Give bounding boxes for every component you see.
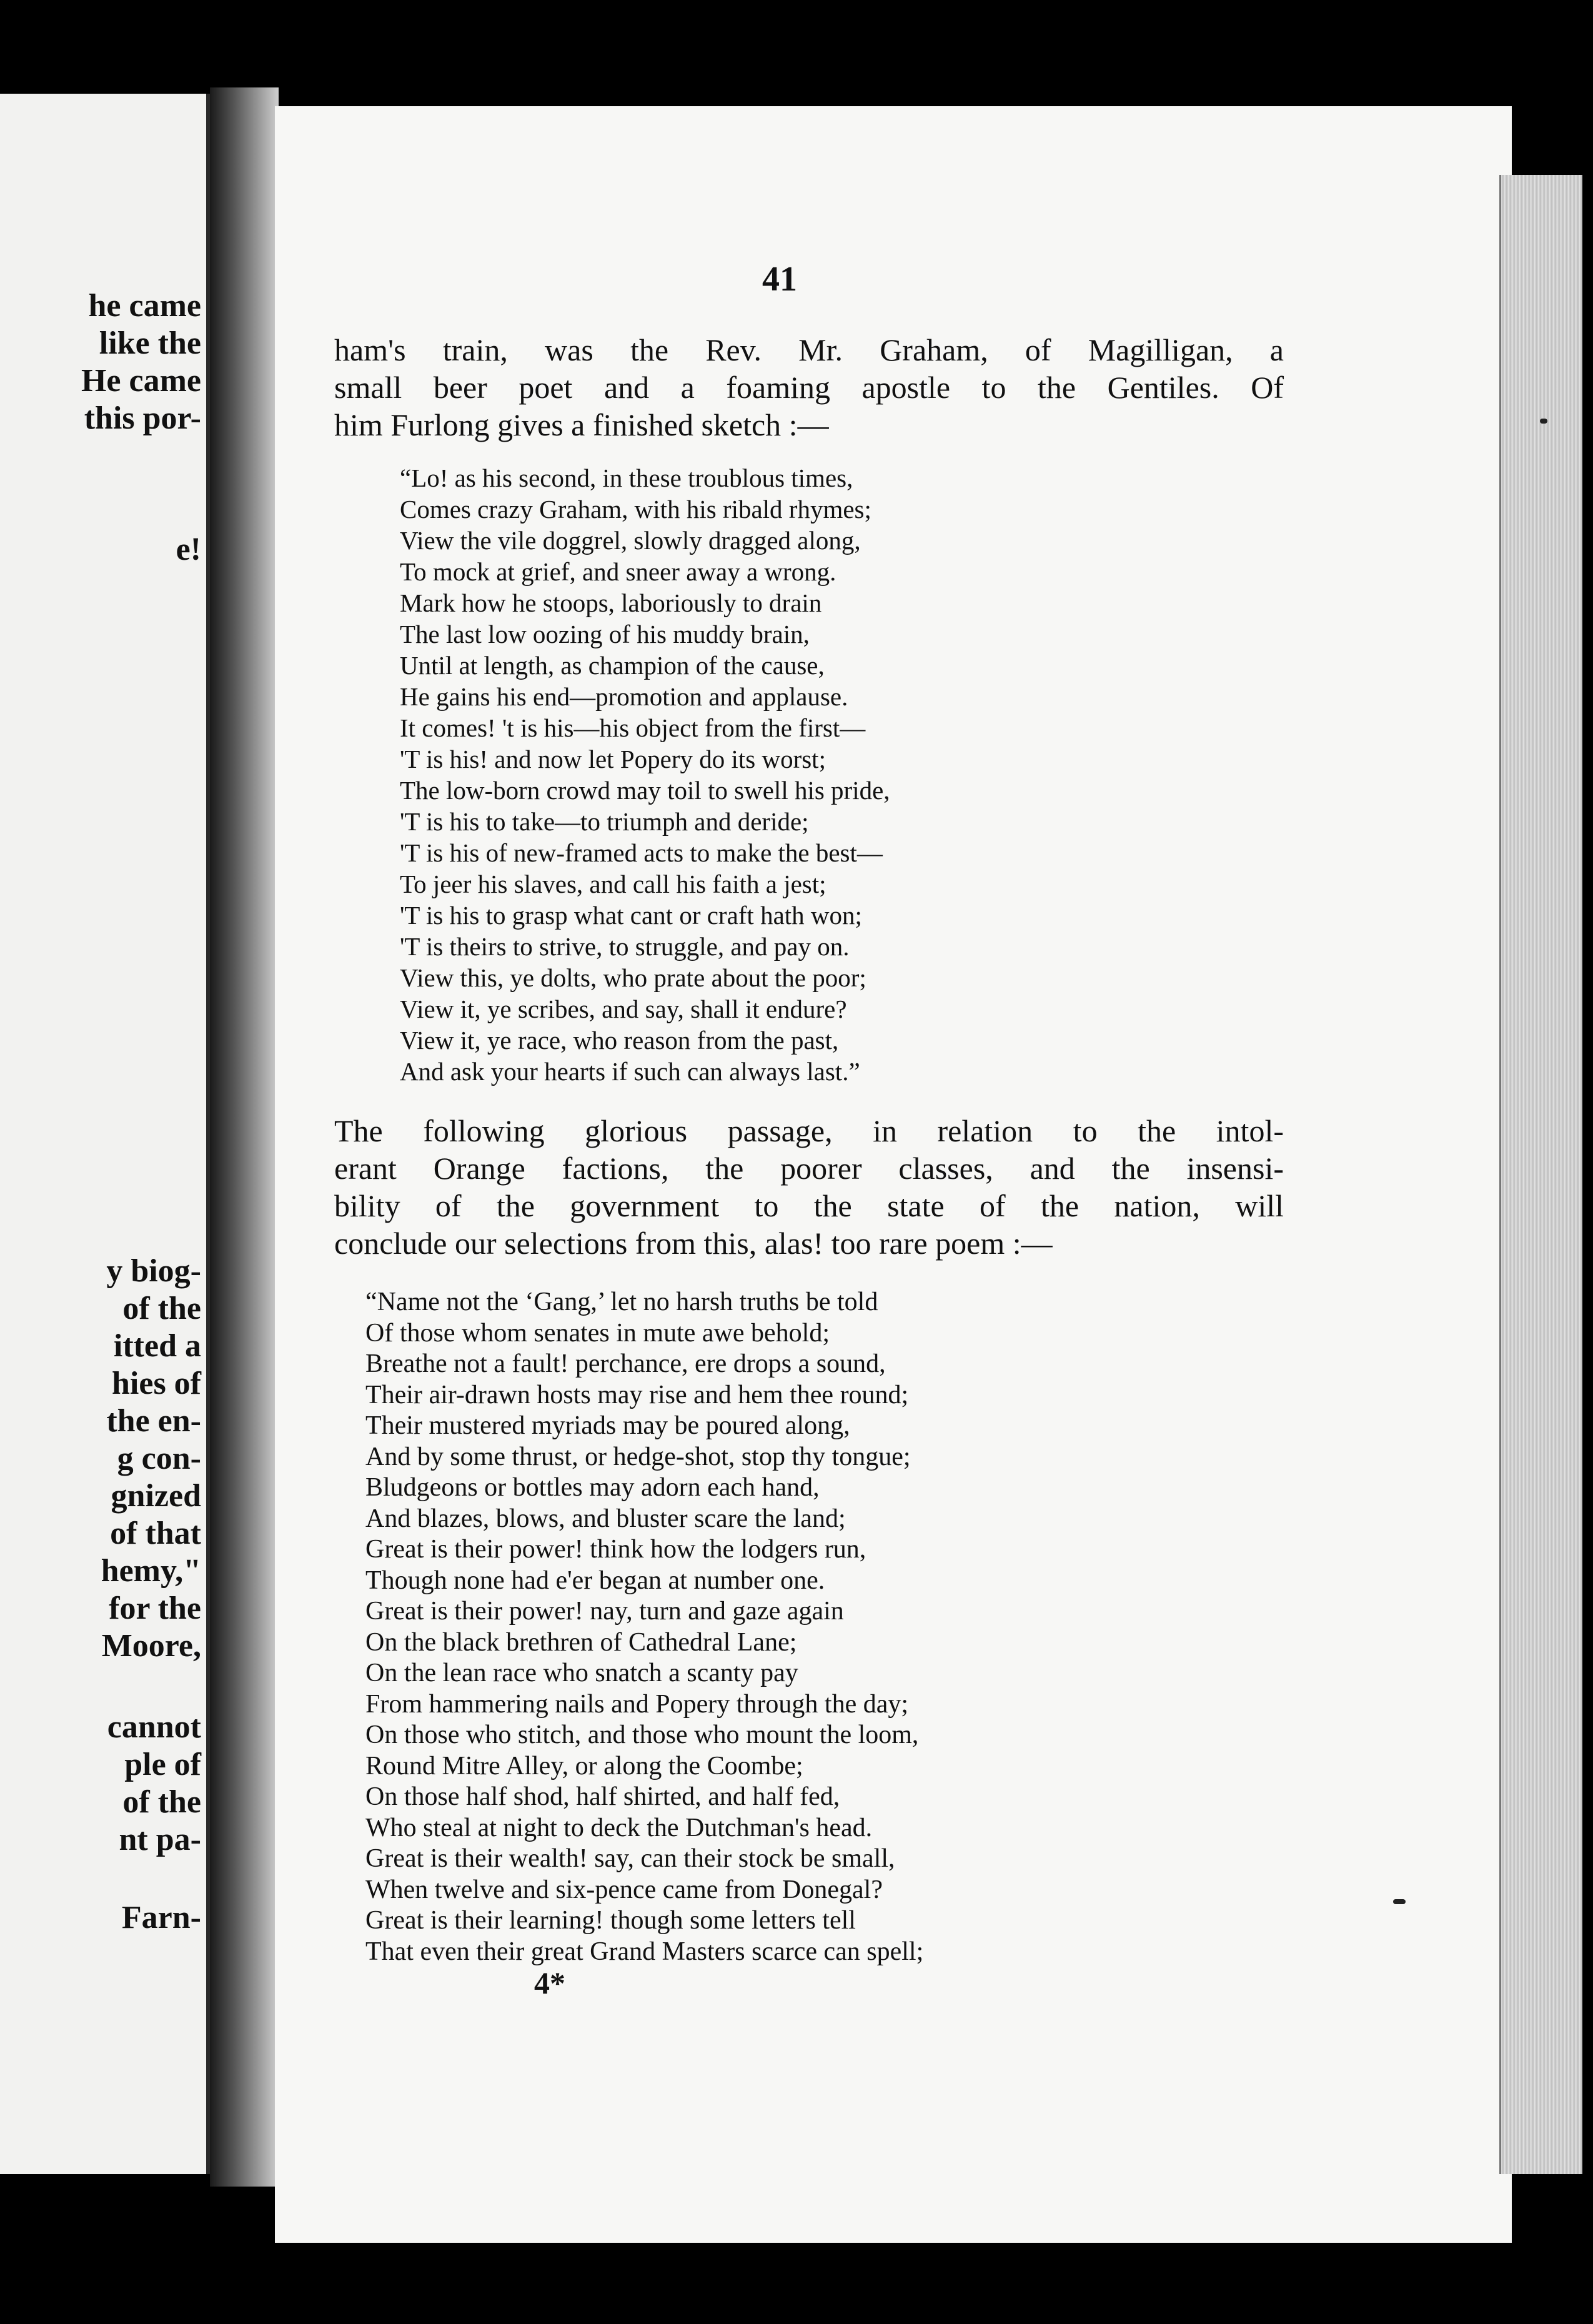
left-fragment: hemy," xyxy=(101,1553,201,1589)
left-fragment: He came xyxy=(81,363,201,399)
verse-line: When twelve and six-pence came from Donegal? xyxy=(365,1875,883,1904)
verse-line: On the black brethren of Cathedral Lane; xyxy=(365,1627,797,1657)
text-line: erant Orange factions, the poorer classes, and the insensi- xyxy=(334,1151,1284,1186)
poem-excerpt-1 xyxy=(400,462,890,1087)
text-line: bility of the government to the state of the nation, will xyxy=(334,1188,1284,1223)
verse-line: From hammering nails and Popery through the day; xyxy=(365,1689,909,1719)
left-fragment: nt pa- xyxy=(119,1822,201,1857)
text-line: conclude our selections from this, alas! too rare poem :— xyxy=(334,1226,1053,1261)
verse-line: Mark how he stoops, laboriously to drain xyxy=(400,588,822,617)
verse-line: Breathe not a fault! perchance, ere drops a sound, xyxy=(365,1349,886,1378)
left-fragment: hies of xyxy=(112,1366,201,1401)
verse-line: View this, ye dolts, who prate about the poor; xyxy=(400,963,866,992)
poem-excerpt-2 xyxy=(365,1287,923,1967)
left-fragment: e! xyxy=(176,532,201,567)
text-line: small beer poet and a foaming apostle to the Gentiles. Of xyxy=(334,370,1284,405)
verse-line: 'T is his to take—to triumph and deride; xyxy=(400,807,809,836)
scan-speck xyxy=(1393,1899,1406,1904)
verse-line: Comes crazy Graham, with his ribald rhymes; xyxy=(400,495,871,524)
verse-line: Who steal at night to deck the Dutchman's head. xyxy=(365,1813,873,1842)
left-fragment: of the xyxy=(122,1784,201,1820)
verse-line: 'T is his! and now let Popery do its worst; xyxy=(400,745,826,773)
verse-line: Until at length, as champion of the cause, xyxy=(400,651,825,680)
left-fragment: of the xyxy=(122,1291,201,1326)
left-fragment: y biog- xyxy=(106,1253,201,1289)
verse-line: Great is their learning! though some letters tell xyxy=(365,1906,856,1935)
verse-line: Of those whom senates in mute awe behold; xyxy=(365,1318,830,1348)
signature-mark: 4* xyxy=(534,1965,565,2000)
page-number: 41 xyxy=(762,260,797,299)
verse-line: 'T is his to grasp what cant or craft hath won; xyxy=(400,901,862,930)
verse-line: He gains his end—promotion and applause. xyxy=(400,682,848,711)
verse-line: 'T is his of new-framed acts to make the best— xyxy=(400,838,883,867)
page-edges xyxy=(1499,175,1582,2174)
left-fragment: he came xyxy=(88,288,201,324)
left-fragment: gnized xyxy=(111,1478,201,1514)
verse-line: And blazes, blows, and bluster scare the land; xyxy=(365,1504,846,1533)
verse-line: Great is their power! think how the lodgers run, xyxy=(365,1535,866,1564)
left-fragment: like the xyxy=(99,325,201,361)
text-line: him Furlong gives a finished sketch :— xyxy=(334,407,829,442)
verse-line: The low-born crowd may toil to swell his pride, xyxy=(400,776,890,805)
verse-line: And by some thrust, or hedge-shot, stop thy tongue; xyxy=(365,1442,911,1471)
verse-line: Bludgeons or bottles may adorn each hand, xyxy=(365,1473,820,1502)
left-fragment: itted a xyxy=(113,1328,201,1364)
verse-line: And ask your hearts if such can always last.” xyxy=(400,1057,860,1086)
left-fragment: the en- xyxy=(106,1403,201,1439)
scan-speck xyxy=(1540,419,1547,424)
left-fragment: Farn- xyxy=(121,1900,201,1935)
verse-line: View the vile doggrel, slowly dragged along, xyxy=(400,526,861,555)
following-paragraph xyxy=(334,1112,1284,1262)
verse-line: To mock at grief, and sneer away a wrong. xyxy=(400,557,836,586)
verse-line: On those half shod, half shirted, and half fed, xyxy=(365,1782,840,1811)
left-fragment: of that xyxy=(110,1516,201,1551)
verse-line: Great is their wealth! say, can their stock be small, xyxy=(365,1844,895,1873)
verse-line: View it, ye race, who reason from the past, xyxy=(400,1026,839,1055)
verse-line: “Lo! as his second, in these troublous times, xyxy=(400,464,853,492)
previous-page-sliver xyxy=(0,94,210,2174)
verse-line: Their air-drawn hosts may rise and hem thee round; xyxy=(365,1380,909,1409)
text-line: ham's train, was the Rev. Mr. Graham, of Magilligan, a xyxy=(334,332,1284,367)
intro-paragraph xyxy=(334,331,1284,444)
left-fragment: cannot xyxy=(107,1709,201,1745)
verse-line: On the lean race who snatch a scanty pay xyxy=(365,1659,798,1687)
verse-line: Their mustered myriads may be poured along, xyxy=(365,1411,850,1440)
verse-line: On those who stitch, and those who mount the loom, xyxy=(365,1721,919,1749)
text-line: The following glorious passage, in relation to the intol- xyxy=(334,1113,1284,1148)
verse-line: “Name not the ‘Gang,’ let no harsh truths be told xyxy=(365,1288,878,1316)
left-fragment: g con- xyxy=(117,1441,201,1476)
verse-line: The last low oozing of his muddy brain, xyxy=(400,620,810,648)
verse-line: To jeer his slaves, and call his faith a jest; xyxy=(400,870,826,898)
verse-line: 'T is theirs to strive, to struggle, and pay on. xyxy=(400,932,850,961)
verse-line: It comes! 't is his—his object from the first— xyxy=(400,713,866,742)
book-gutter xyxy=(210,87,279,2187)
verse-line: View it, ye scribes, and say, shall it endure? xyxy=(400,995,847,1023)
left-fragment: Moore, xyxy=(101,1628,201,1664)
verse-line: Round Mitre Alley, or along the Coombe; xyxy=(365,1751,803,1780)
verse-line: Great is their power! nay, turn and gaze again xyxy=(365,1597,844,1626)
left-fragment: for the xyxy=(109,1591,201,1626)
left-fragment: ple of xyxy=(124,1747,201,1782)
verse-line: That even their great Grand Masters scarce can spell; xyxy=(365,1937,924,1966)
verse-line: Though none had e'er began at number one. xyxy=(365,1566,825,1595)
left-fragment: this por- xyxy=(84,400,201,436)
